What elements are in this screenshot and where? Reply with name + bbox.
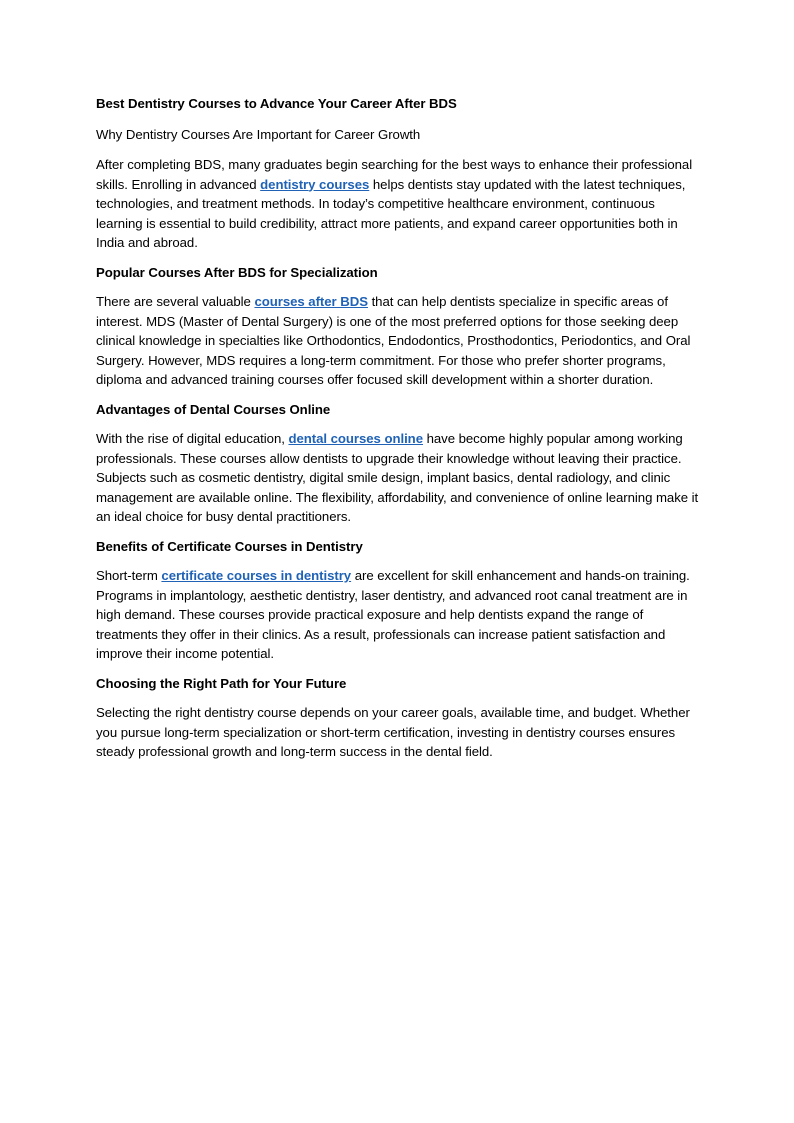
online-text-before: With the rise of digital education, bbox=[96, 431, 289, 446]
future-paragraph: Selecting the right dentistry course depends on your career goals, available time, and budget. Whether you pursue long-term specialization or short-term certification, investing in dentistry courses ensures steady professional growth and long-term success in the dental field. bbox=[96, 705, 690, 759]
intro-paragraph bbox=[96, 155, 700, 253]
document-title: Best Dentistry Courses to Advance Your Career After BDS bbox=[96, 96, 457, 111]
specialization-text-after: that can help dentists specialize in specific areas of interest. MDS (Master of Dental Surgery) is one of the most preferred options for those seeking deep clinical knowledge in specialties like Orthodontics, Endodontics, Prosthodontics, Periodontics, and Oral Surgery. However, MDS requires a long-term commitment. For those who prefer shorter programs, diploma and advanced training courses offer focused skill development within a shorter duration. bbox=[96, 294, 691, 387]
certificate-paragraph bbox=[96, 566, 700, 664]
section-heading-certificate: Benefits of Certificate Courses in Dentistry bbox=[96, 538, 363, 554]
specialization-text-before: There are several valuable bbox=[96, 294, 255, 309]
document-subtitle: Why Dentistry Courses Are Important for Career Growth bbox=[96, 126, 421, 142]
courses-after-bds-link[interactable]: courses after BDS bbox=[254, 294, 368, 309]
intro-text-after: helps dentists stay updated with the latest techniques, technologies, and treatment methods. In today’s competitive healthcare environment, continuous learning is essential to build credibility, attract more patients, and expand career opportunities both in India and abroad. bbox=[96, 176, 686, 250]
document-page bbox=[96, 94, 700, 772]
section-heading-specialization: Popular Courses After BDS for Specialization bbox=[96, 264, 378, 280]
dentistry-courses-link[interactable]: dentistry courses bbox=[260, 176, 370, 192]
certificate-courses-link[interactable]: certificate courses in dentistry bbox=[161, 568, 352, 583]
dental-courses-online-link[interactable]: dental courses online bbox=[288, 431, 423, 446]
section-heading-future: Choosing the Right Path for Your Future bbox=[96, 675, 347, 691]
specialization-paragraph bbox=[96, 292, 700, 390]
intro-text-before: After completing BDS, many graduates begin searching for the best ways to enhance their professional skills. Enrolling in advanced bbox=[96, 157, 693, 192]
online-paragraph bbox=[96, 429, 700, 527]
section-heading-online: Advantages of Dental Courses Online bbox=[96, 401, 331, 417]
online-text-after: have become highly popular among working professionals. These courses allow dentists to upgrade their knowledge without leaving their practice. Subjects such as cosmetic dentistry, digital smile design, implant basics, dental radiology, and clinic management are available online. The flexibility, affordability, and convenience of online learning make it an ideal choice for busy dental practitioners. bbox=[96, 431, 699, 524]
certificate-text-after: are excellent for skill enhancement and hands-on training. Programs in implantology, aesthetic dentistry, laser dentistry, and advanced root canal treatment are in high demand. These courses provide practical exposure and help dentists expand the range of treatments they offer in their clinics. As a result, professionals can increase patient satisfaction and improve their income potential. bbox=[96, 568, 690, 661]
certificate-text-before: Short-term bbox=[96, 568, 162, 583]
